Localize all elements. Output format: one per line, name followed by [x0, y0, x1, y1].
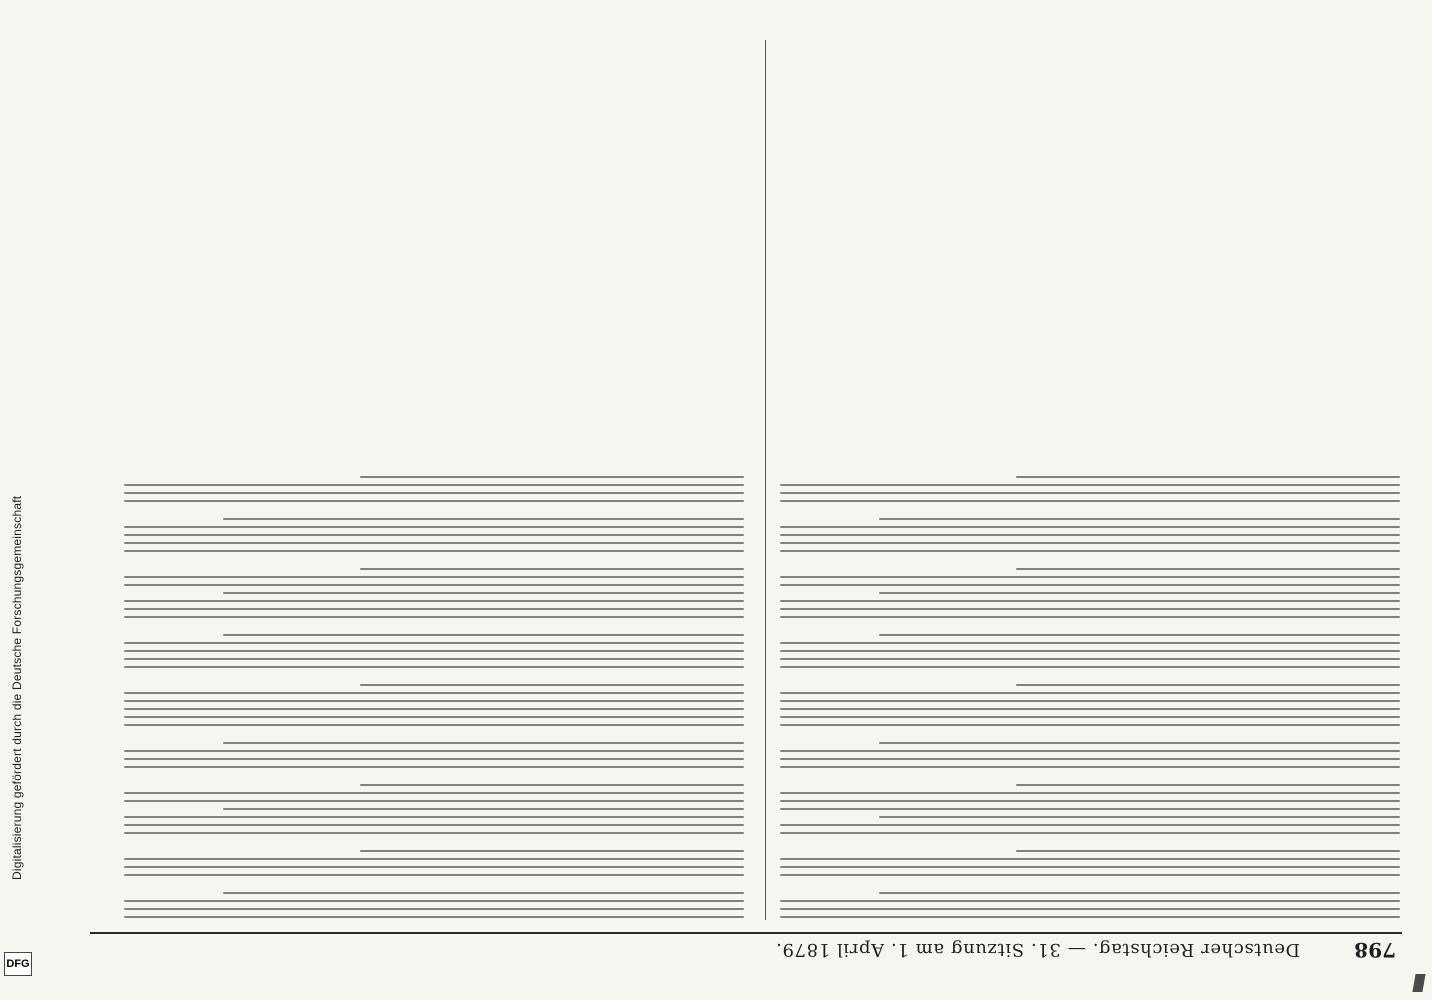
text-line	[780, 608, 1400, 610]
text-line	[780, 534, 1400, 536]
text-line	[879, 892, 1400, 894]
text-line	[879, 816, 1400, 818]
text-line	[780, 766, 1400, 768]
text-line	[780, 900, 1400, 902]
text-line	[780, 800, 1400, 802]
text-line	[124, 824, 744, 826]
text-line	[780, 750, 1400, 752]
text-line	[780, 492, 1400, 494]
text-line	[1016, 850, 1400, 852]
text-line	[780, 792, 1400, 794]
text-line	[124, 658, 744, 660]
text-line	[780, 916, 1400, 918]
text-line	[124, 832, 744, 834]
text-line	[124, 600, 744, 602]
text-line	[124, 816, 744, 818]
text-line	[879, 742, 1400, 744]
text-line	[124, 642, 744, 644]
text-line	[124, 758, 744, 760]
text-line	[124, 526, 744, 528]
text-line	[879, 634, 1400, 636]
text-line	[360, 476, 744, 478]
text-line	[223, 592, 744, 594]
text-line	[124, 766, 744, 768]
text-line	[780, 666, 1400, 668]
text-line	[124, 900, 744, 902]
text-line	[124, 484, 744, 486]
text-line	[124, 858, 744, 860]
text-line	[780, 824, 1400, 826]
text-line	[124, 608, 744, 610]
text-line	[124, 916, 744, 918]
text-line	[223, 742, 744, 744]
dfg-logo-icon: DFG	[4, 952, 32, 976]
header-rule	[90, 932, 1402, 934]
text-line	[780, 874, 1400, 876]
text-line	[124, 908, 744, 910]
text-line	[780, 600, 1400, 602]
text-line	[124, 534, 744, 536]
text-line	[124, 692, 744, 694]
text-line	[780, 858, 1400, 860]
corner-mark	[1412, 974, 1425, 992]
text-line	[124, 700, 744, 702]
text-line	[780, 832, 1400, 834]
text-line	[124, 708, 744, 710]
text-line	[1016, 684, 1400, 686]
text-line	[780, 758, 1400, 760]
text-line	[780, 658, 1400, 660]
right-column	[124, 38, 744, 918]
text-line	[780, 708, 1400, 710]
text-line	[223, 808, 744, 810]
text-line	[780, 584, 1400, 586]
text-line	[780, 866, 1400, 868]
text-line	[780, 650, 1400, 652]
text-line	[1016, 568, 1400, 570]
text-line	[124, 874, 744, 876]
text-line	[124, 550, 744, 552]
text-line	[780, 542, 1400, 544]
text-line	[879, 518, 1400, 520]
text-line	[780, 692, 1400, 694]
text-line	[124, 492, 744, 494]
text-line	[124, 666, 744, 668]
text-line	[124, 584, 744, 586]
text-line	[124, 650, 744, 652]
running-header: Deutscher Reichstag. — 31. Sitzung am 1. April 1879.	[775, 939, 1300, 960]
text-line	[360, 850, 744, 852]
text-line	[780, 500, 1400, 502]
page-number: 798	[1354, 938, 1396, 962]
text-line	[780, 908, 1400, 910]
text-line	[780, 576, 1400, 578]
text-line	[780, 642, 1400, 644]
column-divider	[765, 40, 766, 920]
scanned-sheet	[70, 26, 1420, 970]
text-line	[124, 500, 744, 502]
text-line	[780, 724, 1400, 726]
text-line	[124, 750, 744, 752]
text-line	[360, 784, 744, 786]
text-line	[780, 484, 1400, 486]
text-line	[1016, 476, 1400, 478]
text-line	[124, 866, 744, 868]
text-line	[780, 526, 1400, 528]
text-line	[124, 542, 744, 544]
text-line	[780, 550, 1400, 552]
text-line	[124, 724, 744, 726]
text-line	[223, 634, 744, 636]
text-line	[124, 792, 744, 794]
text-line	[780, 716, 1400, 718]
text-line	[1016, 784, 1400, 786]
text-line	[780, 808, 1400, 810]
text-line	[879, 592, 1400, 594]
text-line	[124, 616, 744, 618]
text-line	[780, 700, 1400, 702]
digitization-credit: Digitalisierung gefördert durch die Deutsche Forschungsgemeinschaft	[10, 495, 24, 880]
text-line	[124, 716, 744, 718]
text-line	[360, 568, 744, 570]
text-line	[124, 800, 744, 802]
text-line	[360, 684, 744, 686]
text-line	[223, 518, 744, 520]
left-column	[780, 38, 1400, 918]
text-line	[223, 892, 744, 894]
text-line	[780, 616, 1400, 618]
text-line	[124, 576, 744, 578]
